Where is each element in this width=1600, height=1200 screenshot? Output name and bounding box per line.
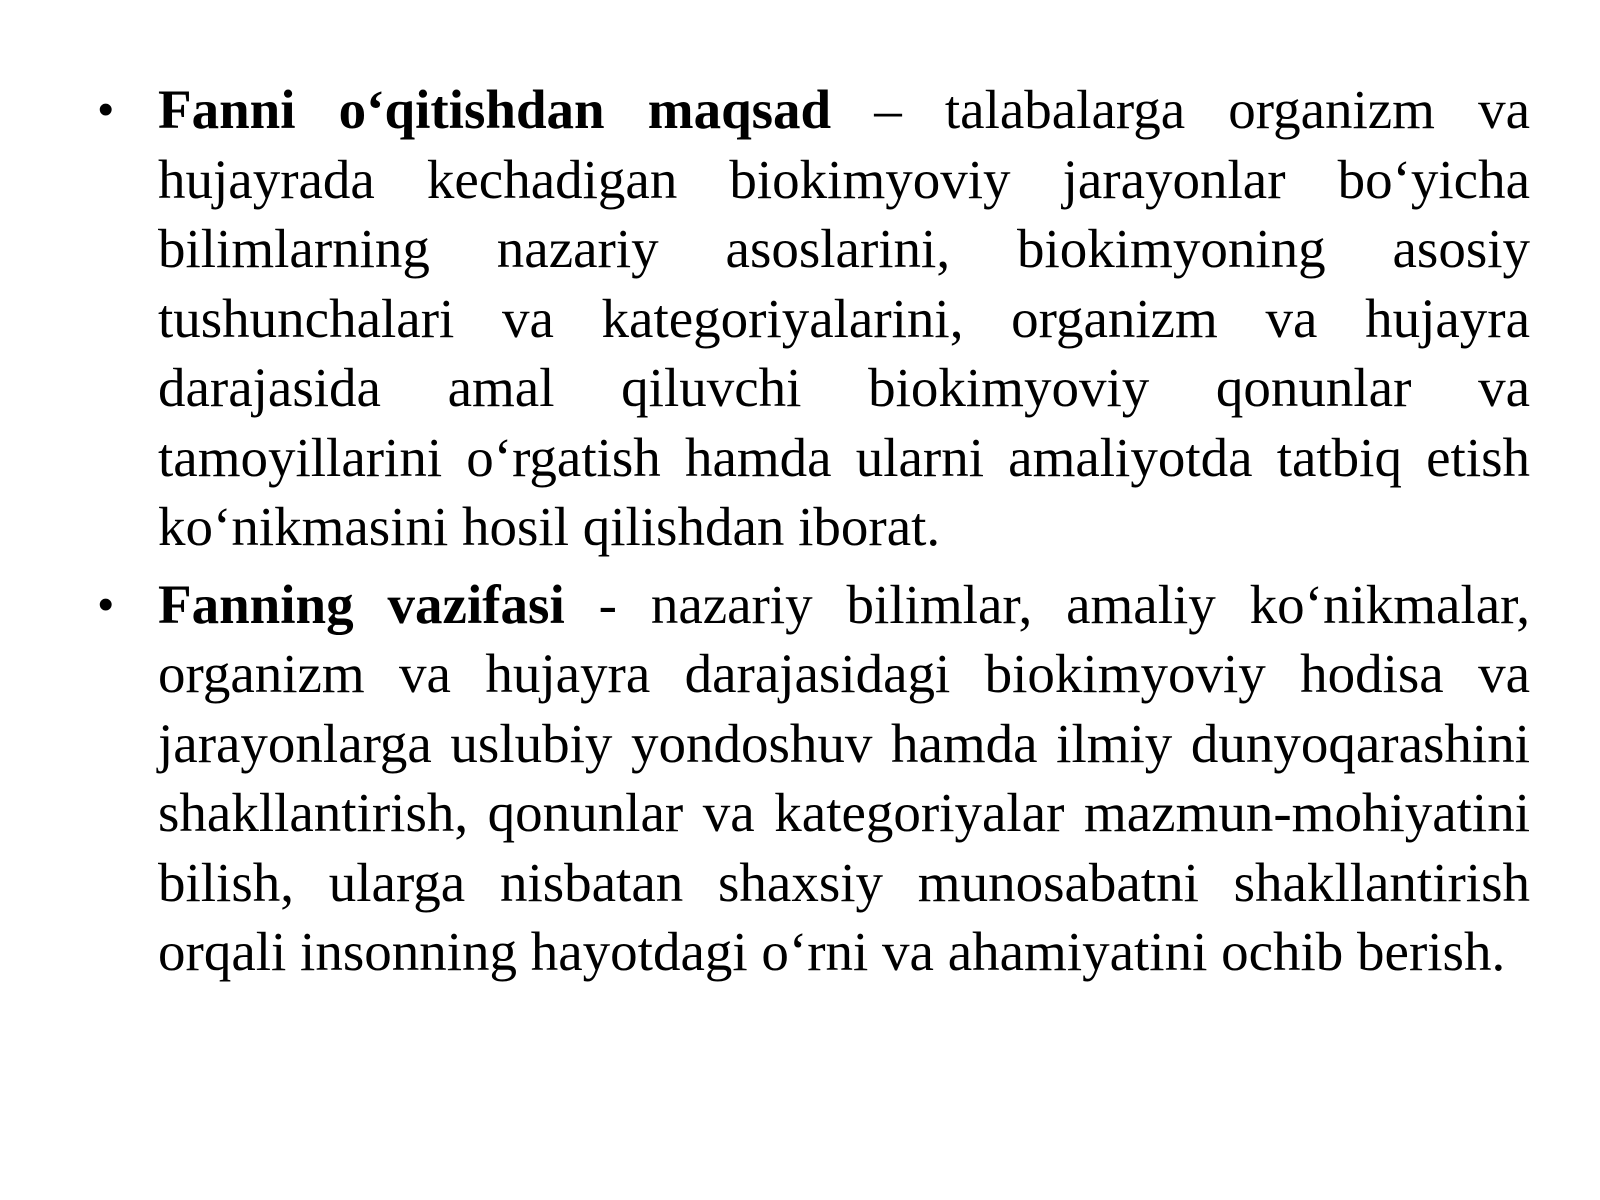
bullet-item-task bbox=[90, 570, 1530, 987]
bullet-icon: • bbox=[98, 85, 114, 134]
bullet-item-goal bbox=[90, 75, 1530, 562]
bullet-icon: • bbox=[98, 579, 114, 629]
goal-term: Fanni o‘qitishdan maqsad bbox=[158, 79, 832, 140]
goal-text: – talabalarga organizm va hujayrada kechadigan biokimyoviy jarayonlar bo‘yicha bilimlarning nazariy asoslarini, biokimyoning asosiy tushunchalari va kategoriyalarini, organizm va hujayra darajasida amal qiluvchi biokimyoviy qonunlar va tamoyillarini o‘rgatish hamda ularni amaliyotda tatbiq etish ko‘nikmasini hosil qilishdan iborat. bbox=[158, 79, 1530, 557]
task-term: Fanning vazifasi bbox=[158, 573, 565, 635]
task-text: - nazariy bilimlar, amaliy ko‘nikmalar, organizm va hujayra darajasidagi biokimyoviy hodisa va jarayonlarga uslubiy yondoshuv hamda ilmiy dunyoqarashini shakllantirish, qonunlar va kategoriyalar mazmun-mohiyatini bilish, ularga nisbatan shaxsiy munosabatni shakllantirish orqali insonning hayotdagi o‘rni va ahamiyatini ochib berish. bbox=[158, 573, 1530, 982]
bullet-list bbox=[90, 75, 1530, 995]
